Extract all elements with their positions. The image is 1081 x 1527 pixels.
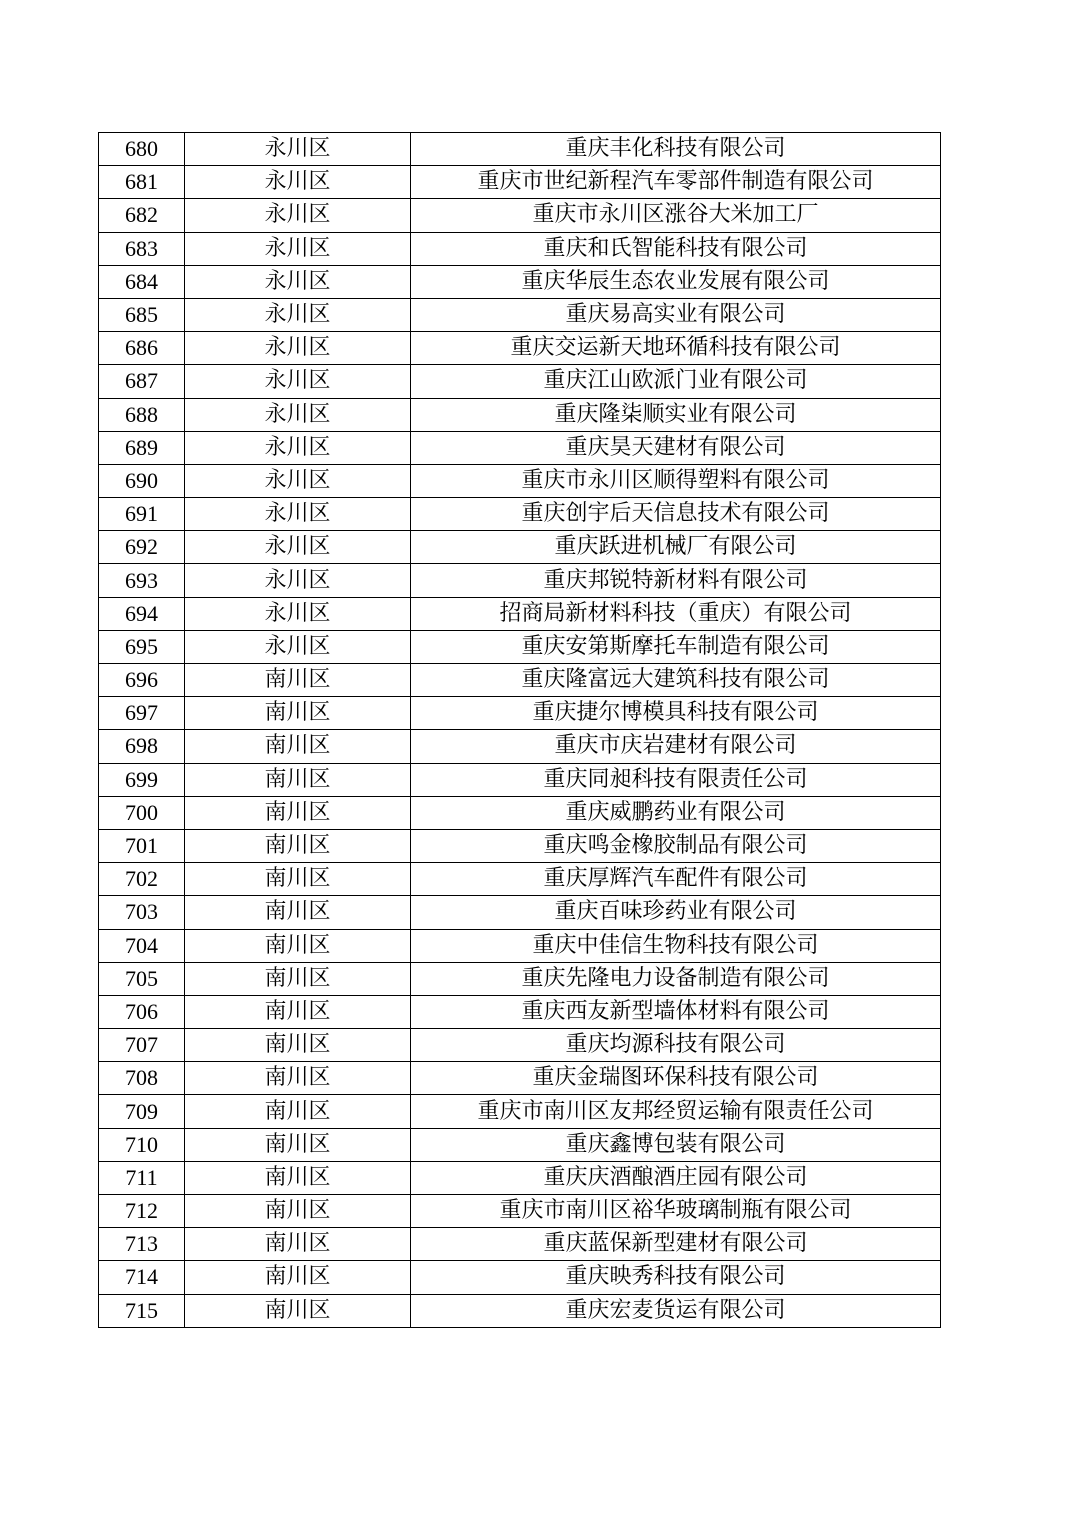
table-row: [99, 564, 941, 597]
company-name-cell: 重庆厚辉汽车配件有限公司: [411, 863, 941, 896]
company-name-cell: 重庆安第斯摩托车制造有限公司: [411, 630, 941, 663]
table-row: [99, 829, 941, 862]
company-name-cell: 重庆百味珍药业有限公司: [411, 896, 941, 929]
company-name-cell: 重庆和氏智能科技有限公司: [411, 232, 941, 265]
district-cell: 南川区: [185, 829, 411, 862]
table-row: [99, 298, 941, 331]
row-number-cell: 683: [99, 232, 185, 265]
company-name-cell: 重庆创宇后天信息技术有限公司: [411, 498, 941, 531]
district-cell: 永川区: [185, 133, 411, 166]
row-number-cell: 687: [99, 365, 185, 398]
table-row: [99, 398, 941, 431]
row-number-cell: 696: [99, 664, 185, 697]
row-number-cell: 688: [99, 398, 185, 431]
company-name-cell: 重庆交运新天地环循科技有限公司: [411, 332, 941, 365]
row-number-cell: 686: [99, 332, 185, 365]
table-row: [99, 597, 941, 630]
table-row: [99, 1228, 941, 1261]
company-name-cell: 重庆华辰生态农业发展有限公司: [411, 265, 941, 298]
row-number-cell: 690: [99, 464, 185, 497]
row-number-cell: 681: [99, 166, 185, 199]
table-row: [99, 630, 941, 663]
table-row: [99, 166, 941, 199]
company-name-cell: 重庆隆富远大建筑科技有限公司: [411, 664, 941, 697]
company-name-cell: 重庆金瑞图环保科技有限公司: [411, 1062, 941, 1095]
row-number-cell: 694: [99, 597, 185, 630]
district-cell: 永川区: [185, 398, 411, 431]
table-row: [99, 332, 941, 365]
company-name-cell: 重庆鸣金橡胶制品有限公司: [411, 829, 941, 862]
table-row: [99, 531, 941, 564]
district-cell: 南川区: [185, 664, 411, 697]
table-row: [99, 995, 941, 1028]
row-number-cell: 700: [99, 796, 185, 829]
table-row: [99, 730, 941, 763]
company-name-cell: 重庆市永川区顺得塑料有限公司: [411, 464, 941, 497]
company-name-cell: 重庆映秀科技有限公司: [411, 1261, 941, 1294]
company-name-cell: 招商局新材料科技（重庆）有限公司: [411, 597, 941, 630]
district-cell: 永川区: [185, 166, 411, 199]
company-name-cell: 重庆昊天建材有限公司: [411, 431, 941, 464]
table-row: [99, 1195, 941, 1228]
district-cell: 南川区: [185, 896, 411, 929]
table-row: [99, 664, 941, 697]
company-name-cell: 重庆威鹏药业有限公司: [411, 796, 941, 829]
row-number-cell: 698: [99, 730, 185, 763]
row-number-cell: 695: [99, 630, 185, 663]
district-cell: 永川区: [185, 464, 411, 497]
company-name-cell: 重庆江山欧派门业有限公司: [411, 365, 941, 398]
company-name-cell: 重庆中佳信生物科技有限公司: [411, 929, 941, 962]
company-name-cell: 重庆跃进机械厂有限公司: [411, 531, 941, 564]
table-row: [99, 962, 941, 995]
table-row: [99, 1062, 941, 1095]
company-name-cell: 重庆蓝保新型建材有限公司: [411, 1228, 941, 1261]
district-cell: 南川区: [185, 1029, 411, 1062]
district-cell: 南川区: [185, 1294, 411, 1327]
row-number-cell: 703: [99, 896, 185, 929]
row-number-cell: 704: [99, 929, 185, 962]
district-cell: 永川区: [185, 630, 411, 663]
district-cell: 永川区: [185, 531, 411, 564]
row-number-cell: 702: [99, 863, 185, 896]
row-number-cell: 712: [99, 1195, 185, 1228]
table-row: [99, 365, 941, 398]
district-cell: 永川区: [185, 199, 411, 232]
company-name-cell: 重庆均源科技有限公司: [411, 1029, 941, 1062]
table-row: [99, 796, 941, 829]
district-cell: 南川区: [185, 730, 411, 763]
row-number-cell: 685: [99, 298, 185, 331]
table-row: [99, 1161, 941, 1194]
table-row: [99, 265, 941, 298]
company-name-cell: 重庆市永川区涨谷大米加工厂: [411, 199, 941, 232]
table-row: [99, 763, 941, 796]
row-number-cell: 707: [99, 1029, 185, 1062]
company-name-cell: 重庆隆柒顺实业有限公司: [411, 398, 941, 431]
row-number-cell: 711: [99, 1161, 185, 1194]
row-number-cell: 684: [99, 265, 185, 298]
company-name-cell: 重庆易高实业有限公司: [411, 298, 941, 331]
row-number-cell: 713: [99, 1228, 185, 1261]
company-list-table: [98, 132, 941, 1328]
table-row: [99, 232, 941, 265]
table-row: [99, 863, 941, 896]
row-number-cell: 699: [99, 763, 185, 796]
company-name-cell: 重庆鑫博包装有限公司: [411, 1128, 941, 1161]
company-name-cell: 重庆丰化科技有限公司: [411, 133, 941, 166]
district-cell: 永川区: [185, 597, 411, 630]
district-cell: 永川区: [185, 332, 411, 365]
row-number-cell: 701: [99, 829, 185, 862]
district-cell: 南川区: [185, 995, 411, 1028]
district-cell: 永川区: [185, 564, 411, 597]
district-cell: 南川区: [185, 1095, 411, 1128]
row-number-cell: 706: [99, 995, 185, 1028]
row-number-cell: 714: [99, 1261, 185, 1294]
district-cell: 南川区: [185, 1195, 411, 1228]
district-cell: 南川区: [185, 697, 411, 730]
row-number-cell: 692: [99, 531, 185, 564]
district-cell: 南川区: [185, 1228, 411, 1261]
district-cell: 南川区: [185, 863, 411, 896]
company-name-cell: 重庆捷尔博模具科技有限公司: [411, 697, 941, 730]
district-cell: 永川区: [185, 232, 411, 265]
district-cell: 南川区: [185, 962, 411, 995]
district-cell: 南川区: [185, 1261, 411, 1294]
row-number-cell: 715: [99, 1294, 185, 1327]
row-number-cell: 697: [99, 697, 185, 730]
row-number-cell: 680: [99, 133, 185, 166]
row-number-cell: 710: [99, 1128, 185, 1161]
row-number-cell: 693: [99, 564, 185, 597]
company-name-cell: 重庆西友新型墙体材料有限公司: [411, 995, 941, 1028]
row-number-cell: 691: [99, 498, 185, 531]
company-name-cell: 重庆宏麦货运有限公司: [411, 1294, 941, 1327]
company-name-cell: 重庆市南川区友邦经贸运输有限责任公司: [411, 1095, 941, 1128]
table-row: [99, 498, 941, 531]
table-body: [99, 133, 941, 1328]
table-row: [99, 697, 941, 730]
district-cell: 永川区: [185, 265, 411, 298]
district-cell: 永川区: [185, 498, 411, 531]
company-name-cell: 重庆同昶科技有限责任公司: [411, 763, 941, 796]
table-row: [99, 896, 941, 929]
company-name-cell: 重庆市南川区裕华玻璃制瓶有限公司: [411, 1195, 941, 1228]
table-row: [99, 1029, 941, 1062]
row-number-cell: 709: [99, 1095, 185, 1128]
company-name-cell: 重庆先隆电力设备制造有限公司: [411, 962, 941, 995]
table-row: [99, 199, 941, 232]
table-row: [99, 1128, 941, 1161]
table-row: [99, 929, 941, 962]
table-row: [99, 133, 941, 166]
row-number-cell: 705: [99, 962, 185, 995]
company-name-cell: 重庆市世纪新程汽车零部件制造有限公司: [411, 166, 941, 199]
district-cell: 南川区: [185, 796, 411, 829]
company-name-cell: 重庆邦锐特新材料有限公司: [411, 564, 941, 597]
row-number-cell: 689: [99, 431, 185, 464]
district-cell: 永川区: [185, 298, 411, 331]
district-cell: 南川区: [185, 929, 411, 962]
row-number-cell: 708: [99, 1062, 185, 1095]
table-row: [99, 1261, 941, 1294]
district-cell: 南川区: [185, 763, 411, 796]
company-name-cell: 重庆庆酒酿酒庄园有限公司: [411, 1161, 941, 1194]
table-row: [99, 431, 941, 464]
table-row: [99, 1095, 941, 1128]
row-number-cell: 682: [99, 199, 185, 232]
district-cell: 南川区: [185, 1128, 411, 1161]
table-row: [99, 1294, 941, 1327]
district-cell: 永川区: [185, 431, 411, 464]
district-cell: 南川区: [185, 1062, 411, 1095]
company-name-cell: 重庆市庆岩建材有限公司: [411, 730, 941, 763]
district-cell: 永川区: [185, 365, 411, 398]
table-row: [99, 464, 941, 497]
district-cell: 南川区: [185, 1161, 411, 1194]
